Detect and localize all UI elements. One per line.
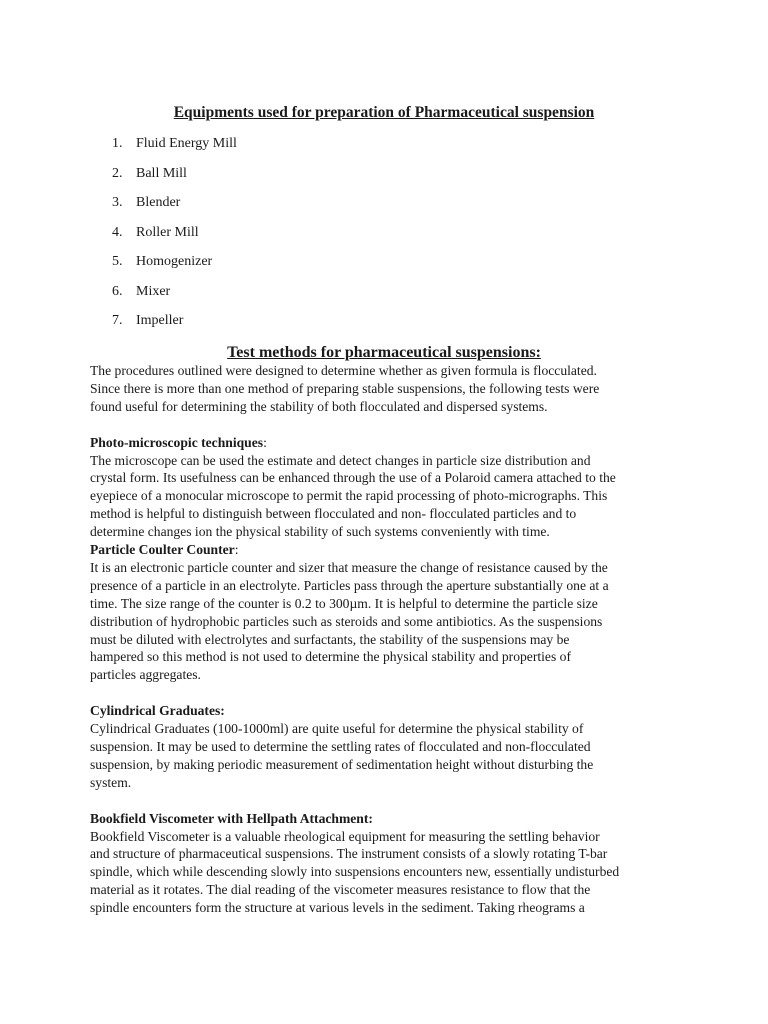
text-line: particles aggregates. bbox=[90, 667, 201, 683]
list-label: Ball Mill bbox=[136, 165, 187, 181]
list-item bbox=[112, 136, 237, 166]
text-line: Since there is more than one method of preparing stable suspensions, the following tests were bbox=[90, 380, 600, 396]
section-heading: Photo-microscopic techniques bbox=[90, 434, 264, 450]
heading-colon: : bbox=[234, 542, 239, 558]
text-line: spindle, which while descending slowly into suspensions encounters new, essentially undisturbed bbox=[90, 864, 620, 880]
list-number: 7. bbox=[112, 313, 123, 328]
text-line: time. The size range of the counter is 0.2 to 300µm. It is helpful to determine the particle size bbox=[90, 595, 598, 611]
text-line: suspension. It may be used to determine the settling rates of flocculated and non-flocculated bbox=[90, 739, 591, 754]
section-heading-line bbox=[90, 434, 680, 452]
bookfield-section bbox=[90, 810, 680, 917]
test-methods-title: Test methods for pharmaceutical suspensions: bbox=[227, 344, 541, 361]
text-line: eyepiece of a monocular microscope to permit the rapid processing of photo-micrographs. This bbox=[90, 488, 608, 504]
text-line: suspension, by making periodic measurement of sedimentation height without disturbing the bbox=[90, 756, 594, 772]
list-number: 4. bbox=[112, 224, 123, 240]
text-line: and structure of pharmaceutical suspensions. The instrument consists of a slowly rotating T-bar bbox=[90, 846, 608, 862]
equipment-title: Equipments used for preparation of Pharmaceutical suspension bbox=[173, 104, 595, 121]
list-number: 2. bbox=[112, 165, 123, 181]
text-line: The microscope can be used the estimate and detect changes in particle size distribution and bbox=[90, 452, 591, 468]
document-body bbox=[90, 362, 680, 917]
text-line: must be diluted with electrolytes and surfactants, the stability of the suspensions may be bbox=[90, 631, 570, 647]
list-label: Impeller bbox=[136, 313, 184, 328]
heading-colon: : bbox=[263, 434, 267, 450]
text-line: determine changes ion the physical stability of such systems conveniently with time. bbox=[90, 524, 550, 540]
photo-section bbox=[90, 434, 680, 541]
list-item bbox=[112, 195, 237, 225]
text-line: hampered so this method is not used to determine the physical stability and properties of bbox=[90, 649, 571, 665]
list-number: 5. bbox=[112, 254, 123, 269]
section-heading: Cylindrical Graduates: bbox=[90, 703, 225, 719]
text-line: distribution of hydrophobic particles such as steroids and some antibiotics. As the suspensions bbox=[90, 613, 603, 629]
list-label: Homogenizer bbox=[136, 254, 213, 269]
list-item bbox=[112, 284, 237, 314]
text-line: system. bbox=[90, 774, 132, 790]
text-line: Bookfield Viscometer is a valuable rheological equipment for measuring the settling behavior bbox=[90, 828, 600, 844]
list-item bbox=[112, 225, 237, 255]
section-heading: Particle Coulter Counter bbox=[90, 542, 235, 558]
section-heading: Bookfield Viscometer with Hellpath Attachment: bbox=[90, 810, 373, 826]
text-line: crystal form. Its usefulness can be enhanced through the use of a Polaroid camera attached to the bbox=[90, 470, 616, 486]
text-line: material as it rotates. The dial reading of the viscometer measures resistance to flow that the bbox=[90, 882, 591, 898]
text-line: presence of a particle in an electrolyte. Particles pass through the aperture substantially one at a bbox=[90, 577, 609, 593]
list-item bbox=[112, 254, 237, 284]
list-item bbox=[112, 166, 237, 196]
text-line: The procedures outlined were designed to determine whether as given formula is flocculated. bbox=[90, 363, 597, 378]
list-item bbox=[112, 313, 237, 343]
cylindrical-section bbox=[90, 702, 680, 792]
equipment-list bbox=[112, 136, 237, 343]
intro-paragraph bbox=[90, 362, 680, 416]
text-line: Cylindrical Graduates (100-1000ml) are quite useful for determine the physical stability of bbox=[90, 721, 584, 737]
text-line: method is helpful to distinguish between flocculated and non- flocculated particles and to bbox=[90, 506, 577, 522]
list-label: Roller Mill bbox=[136, 224, 199, 240]
list-label: Mixer bbox=[136, 283, 171, 299]
text-line: It is an electronic particle counter and sizer that measure the change of resistance caused by the bbox=[90, 559, 608, 575]
list-number: 1. bbox=[112, 136, 123, 151]
list-label: Fluid Energy Mill bbox=[136, 136, 237, 151]
list-label: Blender bbox=[136, 195, 181, 210]
list-number: 3. bbox=[112, 195, 123, 210]
text-line: found useful for determining the stability of both flocculated and dispersed systems. bbox=[90, 398, 548, 414]
section-heading-line bbox=[90, 541, 680, 559]
text-line: spindle encounters form the structure at various levels in the sediment. Taking rheograms a bbox=[90, 900, 585, 916]
coulter-section bbox=[90, 541, 680, 684]
list-number: 6. bbox=[112, 283, 123, 299]
